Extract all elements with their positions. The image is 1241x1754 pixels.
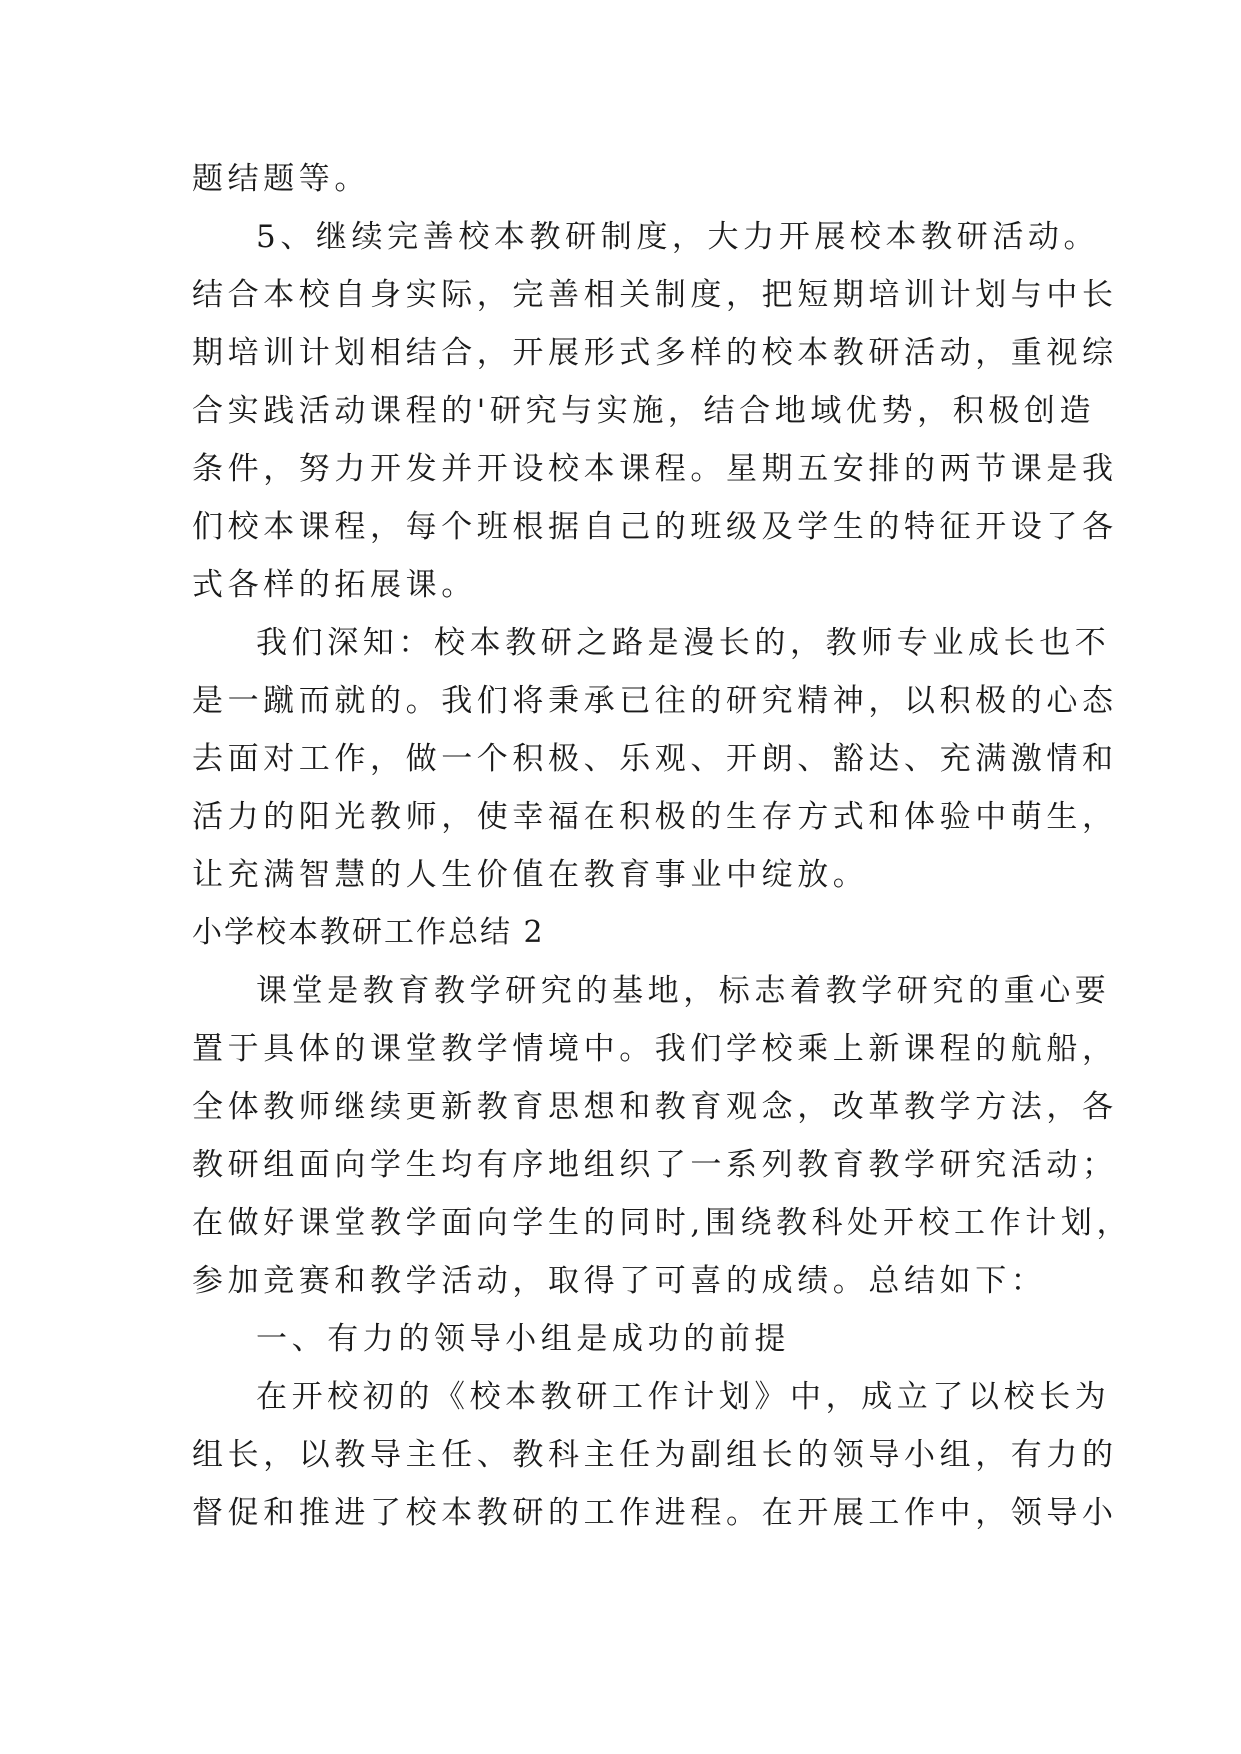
text-line: 合实践活动课程的'研究与实施，结合地域优势，积极创造 [192,393,1096,429]
text-line: 是一蹴而就的。我们将秉承已往的研究精神，以积极的心态 [192,683,1118,719]
text-line: 督促和推进了校本教研的工作进程。在开展工作中，领导小 [192,1495,1118,1531]
text-line: 们校本课程，每个班根据自己的班级及学生的特征开设了各 [192,509,1118,545]
text-line: 活力的阳光教师，使幸福在积极的生存方式和体验中萌生， [192,799,1118,835]
text-line: 期培训计划相结合，开展形式多样的校本教研活动，重视综 [192,335,1118,371]
section-heading: 小学校本教研工作总结 2 [192,915,545,950]
text-line: 课堂是教育教学研究的基地，标志着教学研究的重心要 [256,973,1111,1009]
text-line: 置于具体的课堂教学情境中。我们学校乘上新课程的航船， [192,1031,1118,1067]
text-line: 在做好课堂教学面向学生的同时,围绕教科处开校工作计划， [192,1205,1133,1241]
text-line: 教研组面向学生均有序地组织了一系列教育教学研究活动； [192,1147,1118,1183]
text-line: 去面对工作，做一个积极、乐观、开朗、豁达、充满激情和 [192,741,1118,777]
text-line: 参加竞赛和教学活动，取得了可喜的成绩。总结如下： [192,1263,1047,1299]
text-line: 组长，以教导主任、教科主任为副组长的领导小组，有力的 [192,1437,1118,1473]
document-body [192,150,1133,1542]
text-line: 题结题等。 [192,161,370,197]
text-line: 式各样的拓展课。 [192,567,477,603]
text-line: 让充满智慧的人生价值在教育事业中绽放。 [192,857,869,893]
text-line: 5、继续完善校本教研制度，大力开展校本教研活动。 [256,219,1100,255]
text-line: 条件，努力开发并开设校本课程。星期五安排的两节课是我 [192,451,1118,487]
text-line: 全体教师继续更新教育思想和教育观念，改革教学方法，各 [192,1089,1118,1125]
text-line: 一、有力的领导小组是成功的前提 [256,1321,790,1357]
text-line: 我们深知：校本教研之路是漫长的，教师专业成长也不 [256,625,1111,661]
text-line: 结合本校自身实际，完善相关制度，把短期培训计划与中长 [192,277,1118,313]
text-line: 在开校初的《校本教研工作计划》中，成立了以校长为 [256,1379,1111,1415]
